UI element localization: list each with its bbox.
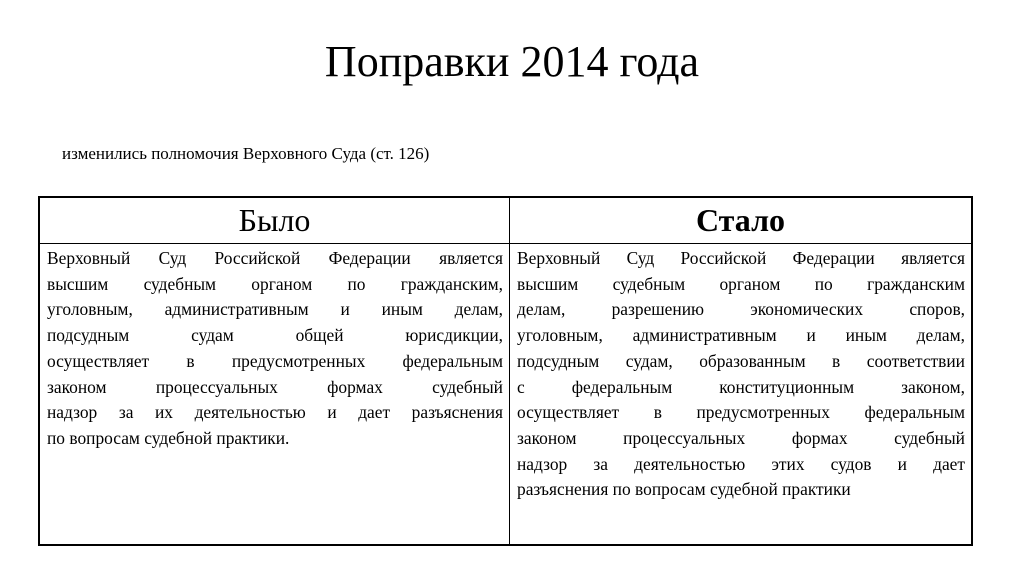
before-line: надзор за их деятельностью и дает разъяснения bbox=[47, 402, 503, 423]
slide-subtitle: изменились полномочия Верховного Суда (ст. 126) bbox=[62, 144, 430, 163]
after-text bbox=[510, 244, 971, 503]
before-line: Верховный Суд Российской Федерации является bbox=[47, 248, 503, 268]
cell-before bbox=[40, 244, 510, 545]
after-line: с федеральным конституционным законом, bbox=[517, 376, 965, 397]
after-line: Верховный Суд Российской Федерации является bbox=[517, 248, 965, 268]
before-line: осуществляет в предусмотренных федеральным bbox=[47, 350, 503, 371]
before-line: высшим судебным органом по гражданским, bbox=[47, 273, 503, 294]
comparison-table bbox=[38, 196, 973, 546]
before-text bbox=[40, 244, 509, 452]
header-before: Было bbox=[40, 198, 510, 244]
slide-title: Поправки 2014 года bbox=[324, 37, 700, 86]
after-line: надзор за деятельностью этих судов и дает bbox=[517, 453, 965, 474]
comparison-table-grid bbox=[39, 197, 972, 545]
header-after: Стало bbox=[510, 198, 972, 244]
table-body-row bbox=[40, 244, 972, 545]
after-line: разъяснения по вопросам судебной практики bbox=[517, 479, 851, 500]
after-line: осуществляет в предусмотренных федеральным bbox=[517, 402, 965, 423]
before-line: по вопросам судебной практики. bbox=[47, 427, 290, 448]
before-line: законом процессуальных формах судебный bbox=[47, 376, 503, 397]
table-header-row bbox=[40, 198, 972, 244]
after-line: подсудным судам, образованным в соответствии bbox=[517, 350, 965, 371]
after-line: уголовным, административным и иным делам, bbox=[517, 325, 965, 346]
before-line: подсудным судам общей юрисдикции, bbox=[47, 325, 503, 346]
cell-after bbox=[510, 244, 972, 545]
before-line: уголовным, административным и иным делам, bbox=[47, 299, 503, 320]
after-line: высшим судебным органом по гражданским bbox=[517, 273, 965, 294]
after-line: законом процессуальных формах судебный bbox=[517, 427, 965, 448]
after-line: делам, разрешению экономических споров, bbox=[517, 299, 965, 320]
